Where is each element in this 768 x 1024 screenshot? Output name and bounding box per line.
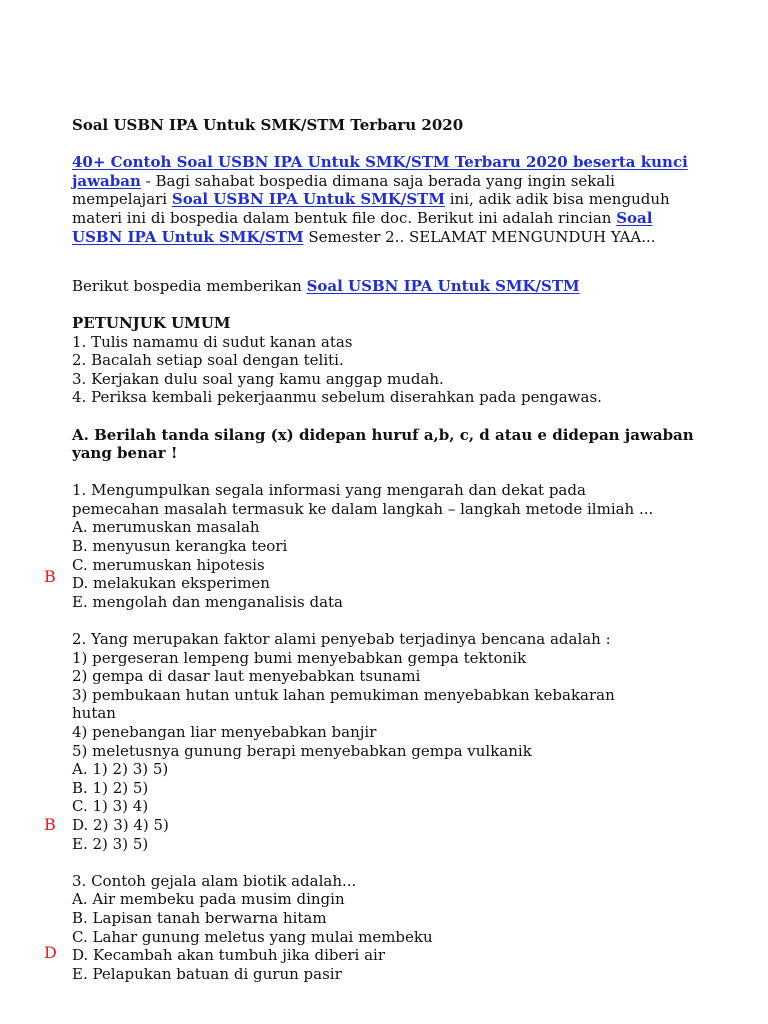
option-d: D. 2) 3) 4) 5) [72,815,169,834]
option-b: B. 1) 2) 5) [72,778,149,797]
option-d: D. Kecambah akan tumbuh jika diberi air [72,946,386,965]
section-a-line-1: A. Berilah tanda silang (x) didepan huruf a,b, c, d atau e didepan jawaban [72,425,694,444]
question-statement: hutan [72,704,116,723]
intro-paragraph [72,153,712,246]
answer-marker-q3: D [44,943,57,962]
instruction-item: 3. Kerjakan dulu soal yang kamu anggap mudah. [72,369,444,388]
option-d: D. melakukan eksperimen [72,574,270,593]
spacer [72,295,712,314]
spacer [72,853,712,872]
option-c: C. 1) 3) 4) [72,797,149,816]
question-text: pemecahan masalah termasuk ke dalam langkah – langkah metode ilmiah ... [72,499,654,518]
spacer [72,135,712,154]
intro-link-main[interactable]: 40+ Contoh Soal USBN IPA Untuk SMK/STM Terbaru 2020 beserta kunci [72,153,688,172]
option-a: A. Air membeku pada musim dingin [72,890,345,909]
question-statement: 1) pergeseran lempeng bumi menyebabkan gempa tektonik [72,648,527,667]
intro-text-4: materi ini di bospedia dalam bentuk file doc. Berikut ini adalah rincian [72,208,617,227]
question-text: 3. Contoh gejala alam biotik adalah... [72,871,357,890]
question-statement: 5) meletusnya gunung berapi menyebabkan gempa vulkanik [72,741,532,760]
answer-marker-q2: B [44,815,56,834]
intro-text-2: mempelajari [72,190,172,209]
intro-link-soal[interactable]: Soal USBN IPA Untuk SMK/STM [171,190,445,209]
question-statement: 3) pembukaan hutan untuk lahan pemukiman menyebabkan kebakaran [72,685,615,704]
spacer [72,265,712,277]
intro-link-main-cont[interactable]: jawaban [72,171,141,190]
option-a: A. merumuskan masalah [72,518,260,537]
offer-line [72,277,712,296]
instruction-item: 2. Bacalah setiap soal dengan teliti. [72,351,344,370]
option-e: E. 2) 3) 5) [72,834,149,853]
spacer [72,407,712,426]
instructions-heading: PETUNJUK UMUM [72,313,231,332]
intro-link-rincian[interactable]: Soal [616,208,653,227]
question-1 [72,481,712,611]
option-a: A. 1) 2) 3) 5) [72,760,169,779]
option-c: C. merumuskan hipotesis [72,555,265,574]
instruction-item: 4. Periksa kembali pekerjaanmu sebelum diserahkan pada pengawas. [72,388,602,407]
option-c: C. Lahar gunung meletus yang mulai membeku [72,927,433,946]
instruction-item: 1. Tulis namamu di sudut kanan atas [72,332,353,351]
spacer [72,611,712,630]
intro-text-3: ini, adik adik bisa menguduh [444,190,670,209]
answer-marker-q1: B [44,567,56,586]
intro-link-rincian-cont[interactable]: USBN IPA Untuk SMK/STM [72,227,304,246]
question-3 [72,872,712,984]
question-text: 1. Mengumpulkan segala informasi yang mengarah dan dekat pada [72,481,586,500]
offer-link[interactable]: Soal USBN IPA Untuk SMK/STM [306,276,580,295]
question-2 [72,630,712,853]
option-e: E. mengolah dan menganalisis data [72,592,344,611]
section-a-heading [72,426,712,463]
instructions-block [72,314,712,407]
question-statement: 2) gempa di dasar laut menyebabkan tsunami [72,667,421,686]
option-b: B. menyusun kerangka teori [72,537,288,556]
option-b: B. Lapisan tanah berwarna hitam [72,908,327,927]
offer-text: Berikut bospedia memberikan [72,276,307,295]
spacer [72,463,712,482]
intro-text-1: - Bagi sahabat bospedia dimana saja berada yang ingin sekali [140,171,615,190]
document-page [72,116,712,983]
intro-text-5: Semester 2.. SELAMAT MENGUNDUH YAA... [303,227,656,246]
option-e: E. Pelapukan batuan di gurun pasir [72,964,342,983]
question-text: 2. Yang merupakan faktor alami penyebab terjadinya bencana adalah : [72,630,611,649]
section-a-line-2: yang benar ! [72,444,178,463]
document-title: Soal USBN IPA Untuk SMK/STM Terbaru 2020 [72,116,464,134]
question-statement: 4) penebangan liar menyebabkan banjir [72,723,377,741]
spacer [72,246,712,265]
